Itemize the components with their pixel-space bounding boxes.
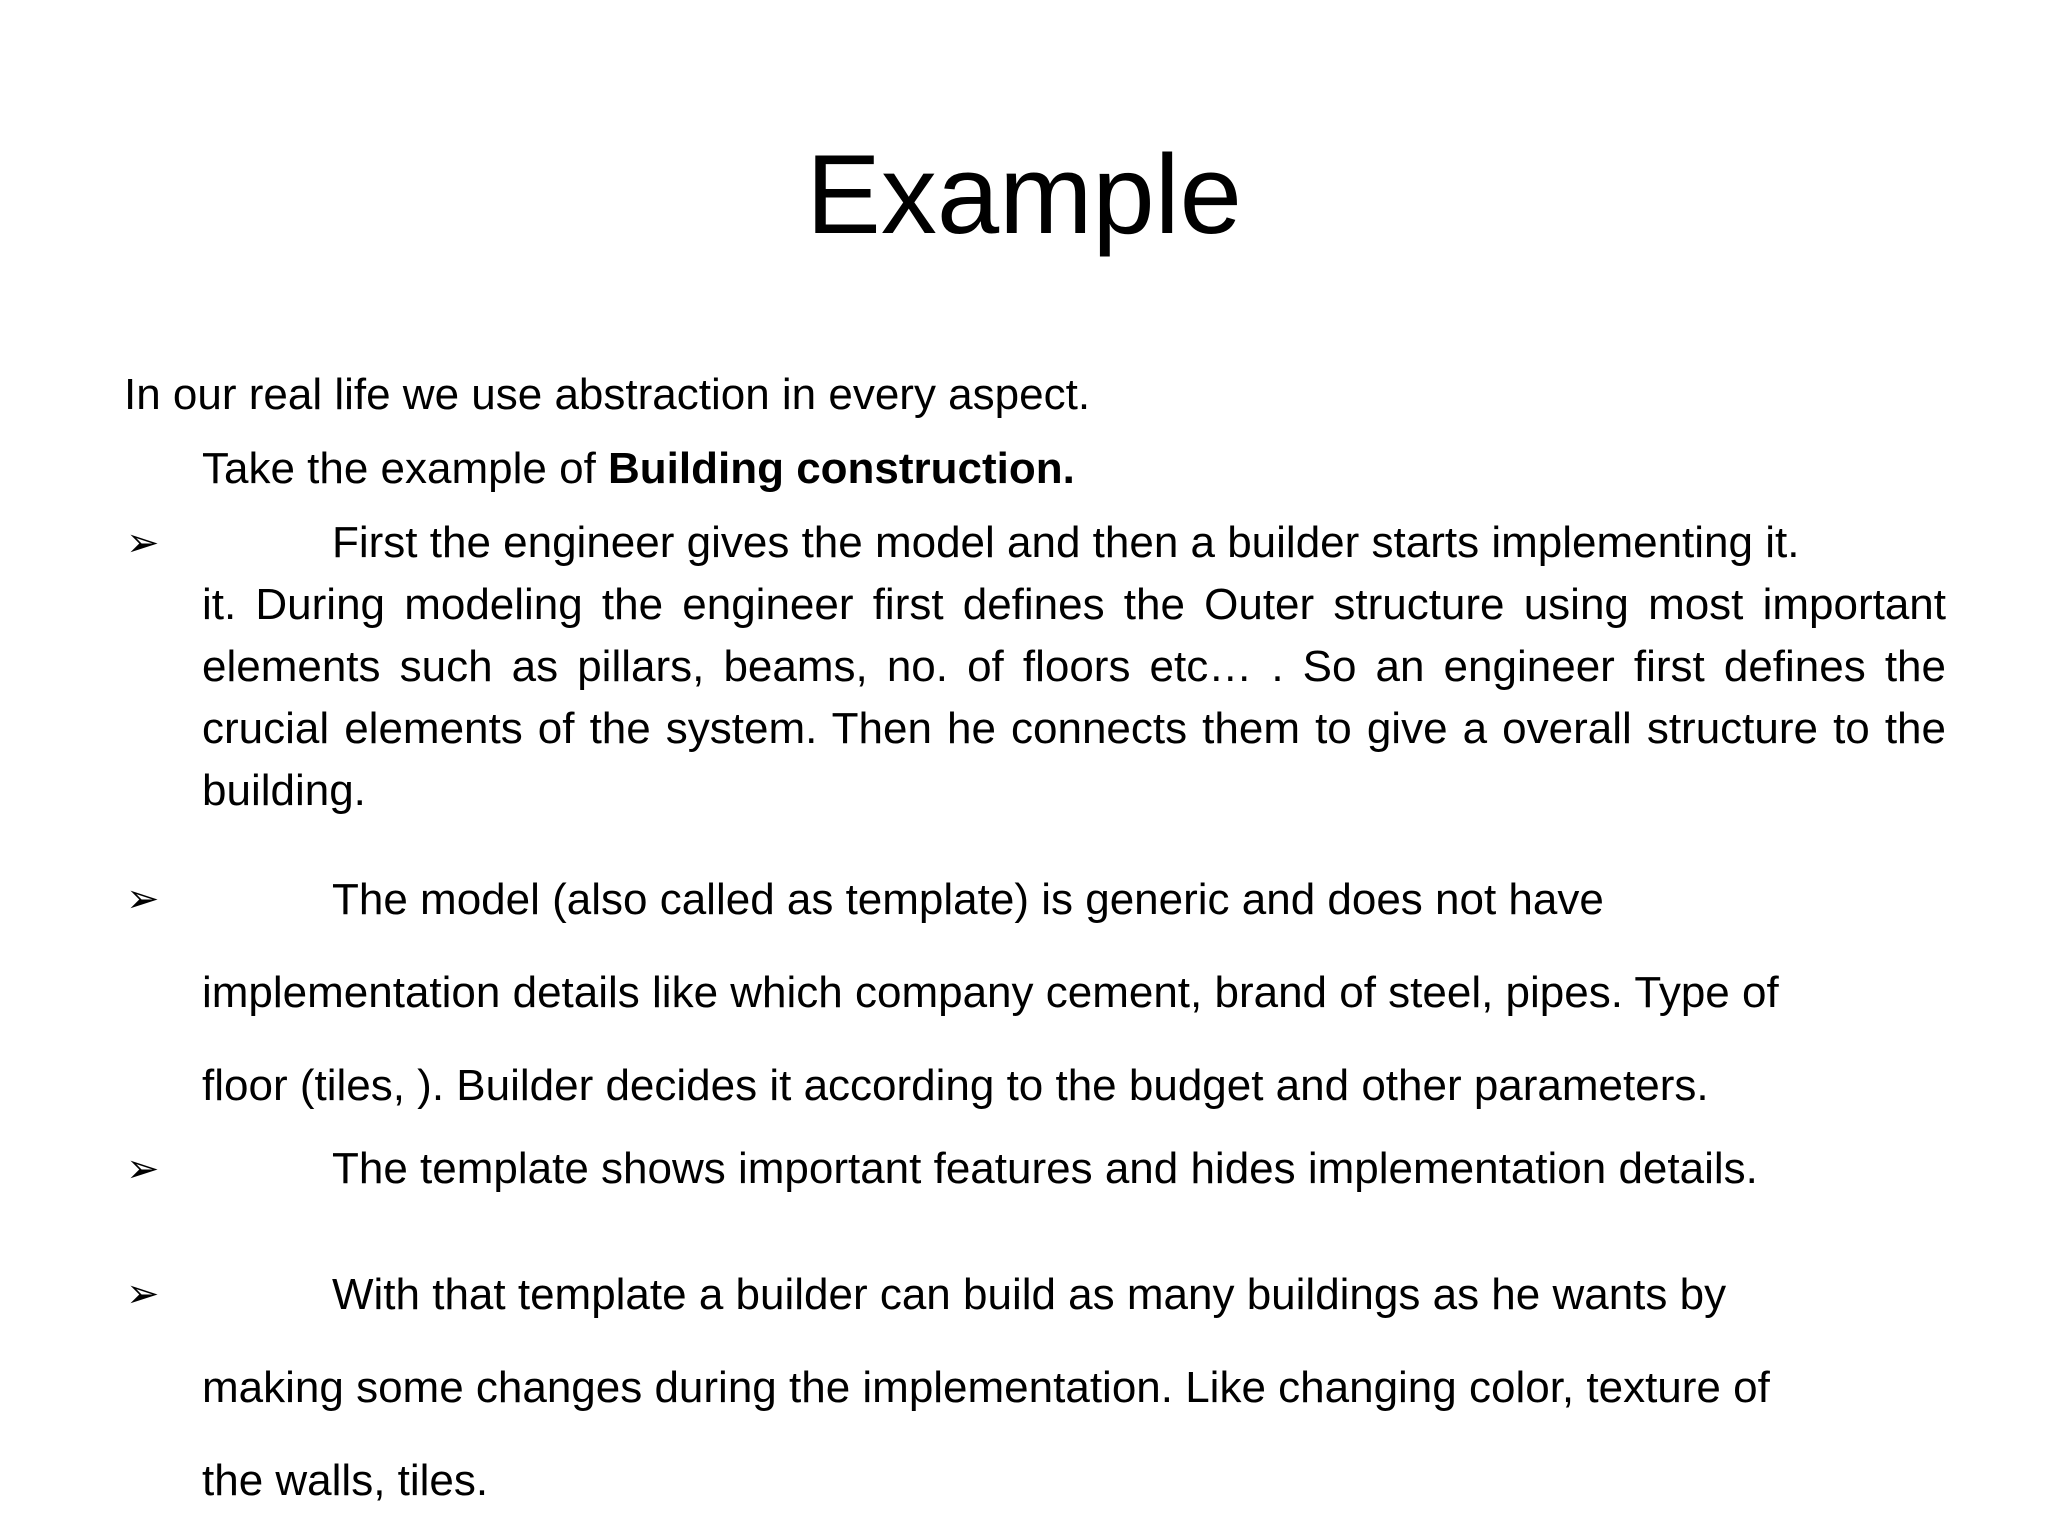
bullet-item-1 — [202, 512, 1946, 822]
bullet-arrow-icon: ➢ — [126, 1146, 160, 1192]
bullet-item-2 — [202, 853, 1946, 1132]
bullet-4-continuation-line-2: the walls, tiles. — [202, 1456, 489, 1505]
bullet-2-continuation-line-1: implementation details like which company cement, brand of steel, pipes. Type of — [202, 968, 1779, 1017]
bullet-4-continuation-line-1: making some changes during the implementation. Like changing color, texture of — [202, 1363, 1770, 1412]
intro-example-prefix: Take the example of — [202, 444, 609, 493]
bullet-arrow-icon: ➢ — [126, 520, 160, 566]
bullet-4-first-line: With that template a builder can build as many buildings as he wants by — [332, 1270, 1727, 1319]
bullet-3-first-line: The template shows important features and hides implementation details. — [332, 1144, 1758, 1193]
bullet-2-continuation-line-2: floor (tiles, ). Builder decides it according to the budget and other parameters. — [202, 1061, 1709, 1110]
intro-example-bold: Building construction. — [608, 444, 1075, 493]
bullet-item-4 — [202, 1248, 1946, 1527]
bullet-1-continuation: it. During modeling the engineer first defines the Outer structure using most important elements such as pillars, beams, no. of floors etc… . So an engineer first defines the crucial elements of the system. Then he connects them to give a overall structure to the building. — [202, 580, 1946, 815]
bullet-item-3 — [202, 1138, 1946, 1200]
bullet-arrow-icon: ➢ — [126, 876, 160, 922]
intro-line: In our real life we use abstraction in every aspect. — [124, 370, 1091, 419]
intro-example-line — [202, 438, 1075, 500]
bullet-1-first-line: First the engineer gives the model and then a builder starts implementing it. — [332, 518, 1800, 567]
slide-title: Example — [806, 132, 1242, 257]
bullet-2-first-line: The model (also called as template) is generic and does not have — [332, 875, 1604, 924]
bullet-arrow-icon: ➢ — [126, 1271, 160, 1317]
